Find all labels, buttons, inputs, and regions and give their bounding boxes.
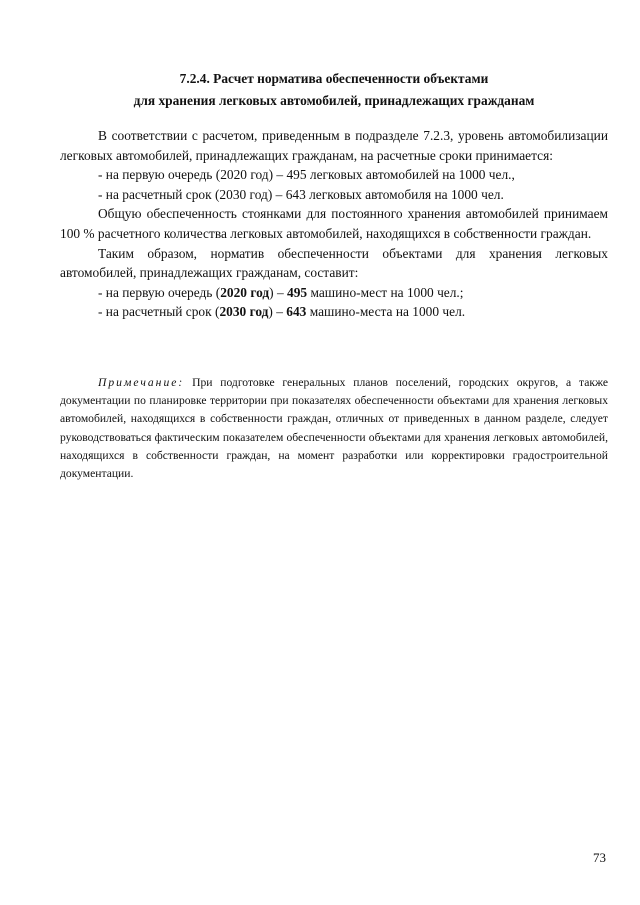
page-number: 73 [593, 850, 606, 865]
bullet-norm-first-stage [60, 283, 608, 303]
bullet-year: 2030 год [219, 304, 269, 320]
heading-line-2: для хранения легковых автомобилей, принадлежащих гражданам [133, 93, 535, 108]
bullet-text: - на расчетный срок ( [98, 304, 220, 320]
paragraph-norm-summary: Таким образом, норматив обеспеченности объектами для хранения легковых автомобилей, принадлежащих гражданам, составит: [60, 245, 608, 281]
note-block [60, 374, 608, 483]
bullet-first-stage: - на первую очередь (2020 год) – 495 легковых автомобилей на 1000 чел., [98, 167, 515, 183]
bullet-text: ) – [269, 284, 288, 300]
paragraph-motorization: В соответствии с расчетом, приведенным в подразделе 7.2.3, уровень автомобилизации легковых автомобилей, принадлежащих гражданам, на расчетные сроки принимается: [60, 128, 608, 163]
bullet-text: ) – [268, 304, 287, 320]
paragraph-parking-provision: Общую обеспеченность стоянками для постоянного хранения автомобилей принимаем 100 % расчетного количества легковых автомобилей, находящихся в собственности граждан. [60, 206, 608, 241]
bullet-value: 495 [287, 284, 308, 300]
note-text: При подготовке генеральных планов поселений, городских округов, а также документации по планировке территории при показателях обеспеченности объектами для хранения легковых автомобилей, находящихся в собственности граждан, отличных от приведенных в данном разделе, следует руководствоваться фактическим показателем обеспеченности объектами для хранения легковых автомобилей, находящихся в собственности граждан, на момент разработки или корректировки градостроительной документации. [60, 376, 608, 481]
body-text [60, 126, 608, 322]
bullet-text: - на первую очередь ( [98, 284, 221, 300]
bullet-value: 643 [286, 304, 307, 320]
heading-line-1: 7.2.4. Расчет норматива обеспеченности объектами [179, 71, 489, 86]
bullet-design-term: - на расчетный срок (2030 год) – 643 легковых автомобиля на 1000 чел. [98, 186, 504, 202]
bullet-text: машино-места на 1000 чел. [306, 304, 466, 320]
bullet-year: 2020 год [220, 284, 270, 300]
bullet-text: машино-мест на 1000 чел.; [307, 284, 464, 300]
section-heading [60, 68, 608, 112]
note-label: Примечание: [98, 376, 185, 389]
bullet-norm-design-term [60, 302, 608, 322]
